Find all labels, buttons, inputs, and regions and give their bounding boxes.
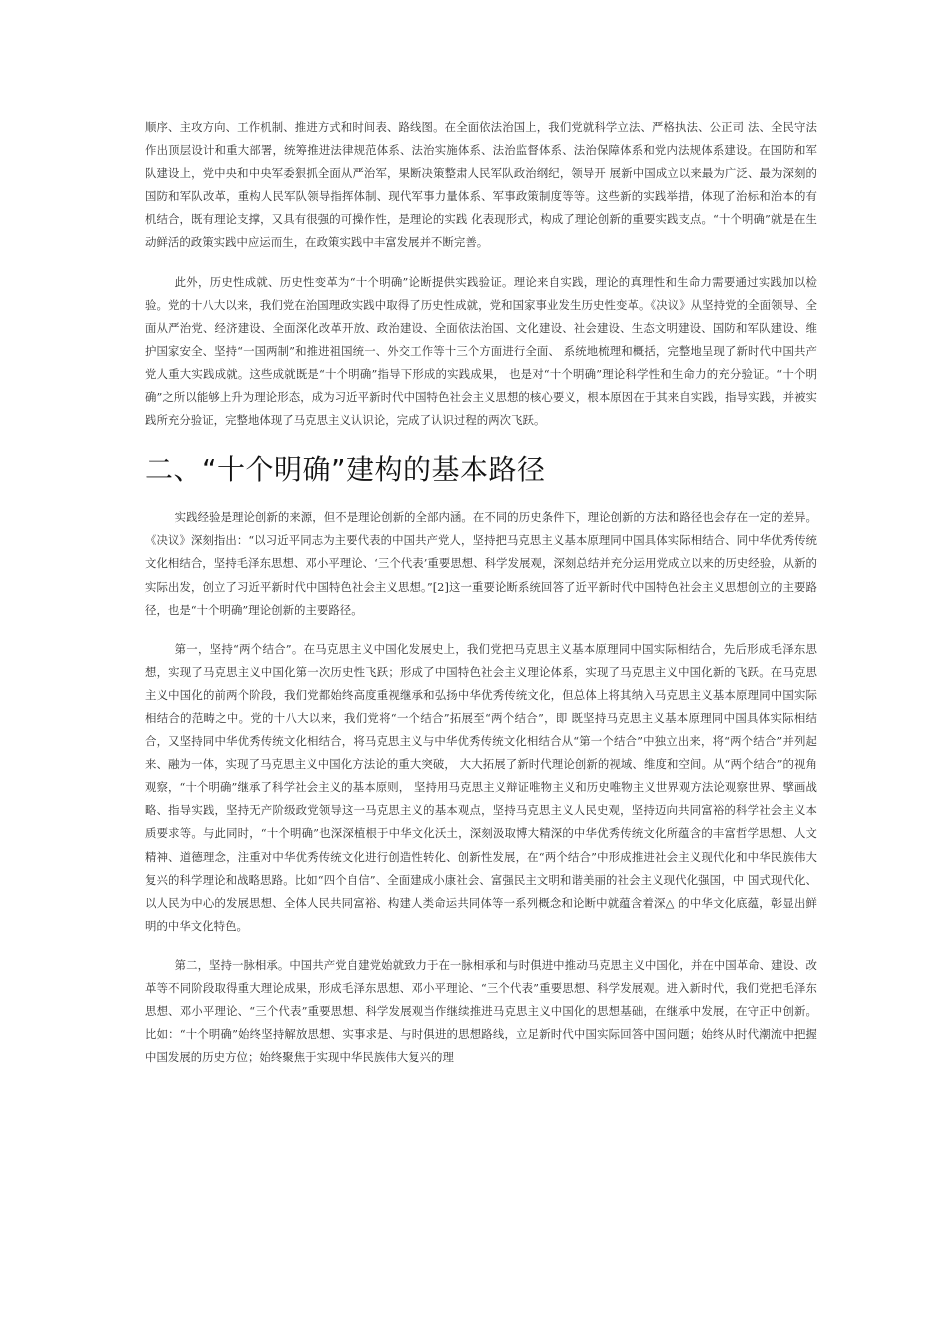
paragraph-practice-experience: 实践经验是理论创新的来源，但不是理论创新的全部内涵。在不同的历史条件下，理论创新的方法和路径也会存在一定的差异。《决议》深刻指出：“以习近平同志为主要代表的中国共产党人，坚持把马克思主义基本原理同中国具体实际相结合、同中华优秀传统文化相结合，坚持毛泽东思想、邓小平理论、‘三个代表’重要思想、科学发展观，深刻总结并充分运用党成立以来的历史经验，从新的实际出发，创立了习近平新时代中国特色社会主义思想。”[2]这一重要论断系统回答了近平新时代中国特色社会主义思想创立的主要路径，也是“十个明确”理论创新的主要路径。 [145,510,817,617]
section-heading: 二、“十个明确”建构的基本路径 [145,453,546,487]
paragraph-continued: 顺序、主攻方向、工作机制、推进方式和时间表、路线图。在全面依法治国上，我们党就科学立法、严格执法、公正司 法、全民守法作出顶层设计和重大部署，统筹推进法律规范体系、法治实施体系、法治监督体系、法治保障体系和党内法规体系建设。在国防和军队建设上，党中央和中央军委狠抓全面从严治军，果断决策整肃人民军队政治纲纪，领导开 展新中国成立以来最为广泛、最为深刻的国防和军队改革，重构人民军队领导指挥体制、现代军事力量体系、军事政策制度等等。这些新的实践举措，体现了治标和治本的有机结合，既有理论支撑，又具有很强的可操作性，是理论的实践 化表现形式，构成了理论创新的重要实践支点。“十个明确”就是在生动鲜活的政策实践中应运而生，在政策实践中丰富发展并不断完善。 [145,120,817,250]
document-body [145,116,817,1085]
paragraph-two-combinations: 第一，坚持“两个结合”。在马克思主义中国化发展史上，我们党把马克思主义基本原理同中国实际相结合，先后形成毛泽东思想，实现了马克思主义中国化第一次历史性飞跃；形成了中国特色社会主义理论体系，实现了马克思主义中国化新的飞跃。在马克思主义中国化的前两个阶段，我们党都始终高度重视继承和弘扬中华优秀传统文化，但总体上将其纳入马克思主义基本原理同中国实际相结合的范畴之中。党的十八大以来，我们党将“一个结合”拓展至“两个结合”，即 既坚持马克思主义基本原理同中国具体实际相结合，又坚持同中华优秀传统文化相结合，将马克思主义与中华优秀传统文化相结合从“第一个结合”中独立出来，将“两个结合”并列起来、融为一体，实现了马克思主义中国化方法论的重大突破， 大大拓展了新时代理论创新的视域、维度和空间。从“两个结合”的视角观察，“十个明确”继承了科学社会主义的基本原则， 坚持用马克思主义辩证唯物主义和历史唯物主义世界观方法论观察世界、擘画战略、指导实践，坚持无产阶级政党领导这一马克思主义的基本观点，坚持马克思主义人民史观，坚持迈向共同富裕的科学社会主义本质要求等。与此同时，“十个明确”也深深植根于中华文化沃土，深刻汲取博大精深的中华优秀传统文化所蕴含的丰富哲学思想、人文精神、道德理念，注重对中华优秀传统文化进行创造性转化、创新性发展，在“两个结合”中形成推进社会主义现代化和中华民族伟大 复兴的科学理论和战略思路。比如“四个自信”、全面建成小康社会、富强民主文明和谐美丽的社会主义现代化强国，中 国式现代化、以人民为中心的发展思想、全体人民共同富裕、构建人类命运共同体等一系列概念和论断中就蕴含着深△ 的中华文化底蕴，彰显出鲜明的中华文化特色。 [145,641,817,933]
paragraph-historical-achievements: 此外，历史性成就、历史性变革为“十个明确”论断提供实践验证。理论来自实践，理论的真理性和生命力需要通过实践加以检验。党的十八大以来，我们党在治国理政实践中取得了历史性成就，党和国家事业发生历史性变革。《决议》从坚持党的全面领导、全面从严治党、经济建设、全面深化改革开放、政治建设、全面依法治国、文化建设、社会建设、生态文明建设、国防和军队建设、维护国家安全、坚持“一国两制”和推进祖国统一、外交工作等十三个方面进行全面、 系统地梳理和概括，完整地呈现了新时代中国共产党人重大实践成就。这些成就既是“十个明确”指导下形成的实践成果， 也是对“十个明确”理论科学性和生命力的充分验证。“十个明确”之所以能够上升为理论形态，成为习近平新时代中国特色社会主义思想的核心要义，根本原因在于其来自实践，指导实践，并被实践所充分验证，完整地体现了马克思主义认识论，完成了认识过程的两次飞跃。 [145,274,817,428]
paragraph-continuity: 第二，坚持一脉相承。中国共产党自建党始就致力于在一脉相承和与时俱进中推动马克思主义中国化，并在中国革命、建设、改革等不同阶段取得重大理论成果，形成毛泽东思想、邓小平理论、“三个代表”重要思想、科学发展观。进入新时代，我们党把毛泽东思想、邓小平理论、“三个代表”重要思想、科学发展观当作继续推进马克思主义中国化的思想基础，在继承中发展，在守正中创新。比如：“十个明确”始终坚持解放思想、实事求是、与时俱进的思想路线，立足新时代中国实际回答中国问题；始终从时代潮流中把握中国发展的历史方位；始终聚焦于实现中华民族伟大复兴的理 [145,957,817,1065]
